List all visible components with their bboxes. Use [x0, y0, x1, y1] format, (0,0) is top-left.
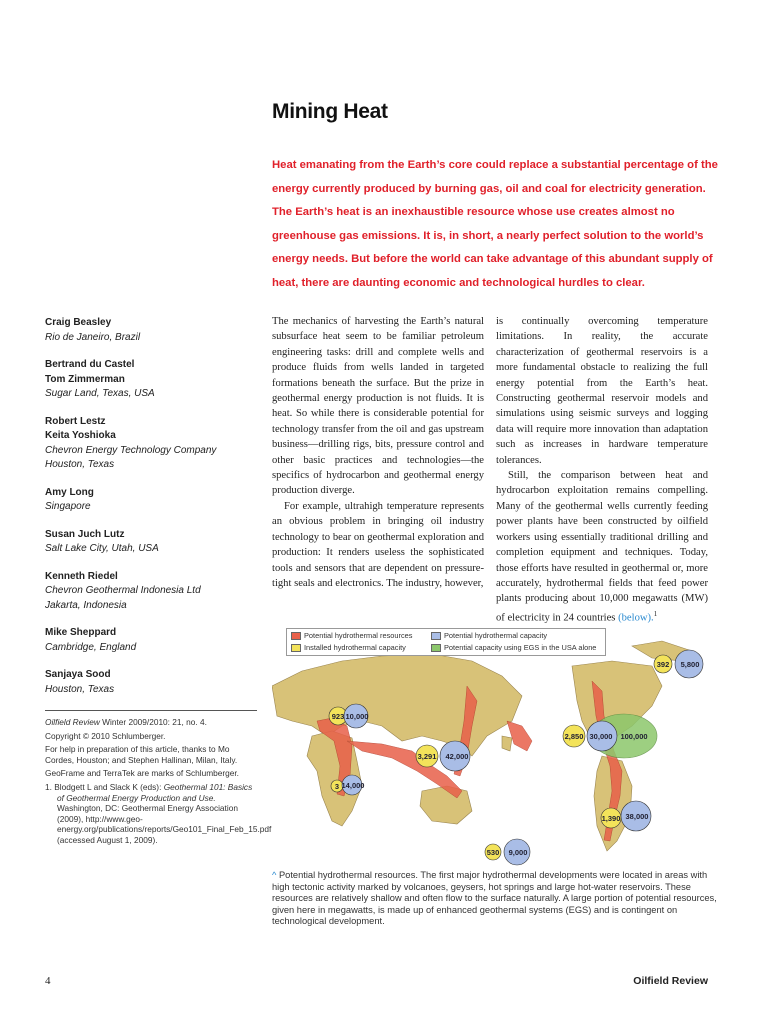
legend-item	[291, 643, 406, 652]
svg-text:2,850: 2,850	[564, 732, 584, 741]
caption-text: Potential hydrothermal resources. The first major hydrothermal developments were located in areas with high tectonic activity marked by volcanoes, geysers, hot springs and large hot-water reservoirs. These resources are relatively shallow and often flow to the surface naturally. A large portion of potential resources, given here in megawatts, is made up of enhanced geothermal systems (EGS) and is contingent on technological development.	[272, 870, 717, 926]
author-location: Chevron Energy Technology Company	[45, 444, 217, 456]
author-location: Chevron Geothermal Indonesia Ltd	[45, 585, 201, 596]
author-location: Singapore	[45, 501, 91, 512]
author-name: Keita Yoshioka	[45, 430, 116, 441]
author-list	[45, 316, 260, 710]
author-name: Susan Juch Lutz	[45, 528, 125, 540]
svg-text:3,291: 3,291	[417, 752, 437, 761]
acknowledgements: For help in preparation of this article, thanks to Mo Cordes, Houston; and Stephen Hallinan, Milan, Italy.	[45, 744, 238, 765]
legend-item	[291, 631, 412, 640]
legend-label: Potential capacity using EGS in the USA alone	[444, 643, 597, 652]
svg-text:923: 923	[331, 712, 345, 721]
figure-link[interactable]: (below).	[618, 612, 654, 624]
author-location: Salt Lake City, Utah, USA	[45, 543, 159, 554]
body-paragraph: For example, ultrahigh temperature represents an obvious problem in bringing oil industry technology to bear on geothermal exploration and production: It renders useless the sophisticated tools and sensors that are dependent on pressure-tight seals and electronics. The industry, however,	[272, 500, 484, 589]
legend-swatch	[431, 644, 441, 652]
world-map-graphic	[272, 626, 722, 866]
copyright: Copyright © 2010 Schlumberger.	[45, 730, 166, 741]
author-location: Jakarta, Indonesia	[45, 599, 127, 611]
world-map	[272, 626, 722, 866]
svg-text:42,000: 42,000	[445, 752, 469, 761]
svg-text:3: 3	[334, 782, 340, 791]
author-group	[45, 528, 260, 557]
legend-swatch	[291, 644, 301, 652]
author-name: Bertrand du Castel	[45, 359, 135, 370]
journal-issue: Oilfield Review Winter 2009/2010: 21, no. 4.	[45, 717, 207, 727]
author-group	[45, 358, 260, 402]
article-notes	[45, 710, 272, 849]
author-group	[45, 316, 260, 345]
legend-swatch	[291, 632, 301, 640]
article-abstract: Heat emanating from the Earth’s core could replace a substantial percentage of the energy currently produced by burning gas, oil and coal for electricity generation. The Earth’s heat is an inexhaustible resource whose use creates almost no greenhouse gas emissions. It is, in short, a nearly perfect solution to the world’s energy needs. But before the world can take advantage of this abundant supply of heat, there are daunting economic and technological hurdles to clear.	[272, 159, 718, 289]
legend-item	[431, 631, 547, 640]
body-paragraph: is continually overcoming temperature limitations. In reality, the accurate characterization of geothermal reservoirs is a more fundamental obstacle to realizing the full energy potential from the Earth’s heat. Constructing geothermal reservoir models and simulations using seismic surveys and logging data will require more innovation than adaptation such as increases in hardware temperature tolerances.	[496, 316, 708, 466]
legend-label: Installed hydrothermal capacity	[304, 643, 406, 652]
legend-item	[431, 643, 596, 652]
trademarks: GeoFrame and TerraTek are marks of Schlumberger.	[45, 768, 239, 779]
legend-label: Potential hydrothermal resources	[304, 631, 413, 640]
author-location: Cambridge, England	[45, 641, 137, 653]
author-name: Craig Beasley	[45, 317, 112, 328]
author-group	[45, 570, 260, 614]
author-group	[45, 626, 260, 655]
svg-text:38,000: 38,000	[625, 812, 649, 821]
author-location: Rio de Janeiro, Brazil	[45, 331, 141, 343]
legend-swatch	[431, 632, 441, 640]
author-name: Tom Zimmerman	[45, 373, 125, 385]
figure-caption	[272, 870, 722, 928]
svg-text:100,000: 100,000	[620, 732, 648, 741]
reference-1: 1. Blodgett L and Slack K (eds): Geothermal 101: Basics of Geothermal Energy Production and Use. Washington, DC: Geothermal Energy Association (2009), http://www.geo-energy.org/publications/reports/Geo101_Final_Feb_15.pdf (accessed August 1, 2009).	[45, 781, 272, 845]
author-name: Amy Long	[45, 486, 94, 498]
svg-text:14,000: 14,000	[341, 781, 365, 790]
svg-text:1,390: 1,390	[601, 814, 621, 823]
author-group	[45, 486, 260, 515]
author-name: Sanjaya Sood	[45, 669, 111, 680]
author-name: Kenneth Riedel	[45, 570, 118, 582]
page-number: 4	[45, 975, 51, 987]
caption-marker: ^	[272, 870, 277, 880]
body-paragraph: The mechanics of harvesting the Earth’s natural subsurface heat seem to be familiar petroleum engineering tasks: drill and complete wells and produce fluids from wells landed in targeted formations beneath the surface. But the prize in geothermal energy production is not fluids. It is heat. So while there is considerable potential for technology transfer from the oil and gas upstream business—drilling rigs, bits, pressure control and other basic practices and technologies—the specifics of hydrocarbon and geothermal energy production diverge.	[272, 316, 484, 497]
svg-text:392: 392	[656, 660, 670, 669]
author-name: Mike Sheppard	[45, 627, 117, 638]
svg-text:10,000: 10,000	[345, 712, 369, 721]
author-group	[45, 415, 260, 473]
svg-text:30,000: 30,000	[589, 732, 613, 741]
author-location: Houston, Texas	[45, 459, 115, 470]
author-location: Sugar Land, Texas, USA	[45, 388, 155, 399]
svg-text:9,000: 9,000	[508, 848, 528, 857]
publication-name: Oilfield Review	[633, 975, 708, 987]
body-column-2	[496, 314, 708, 626]
legend-label: Potential hydrothermal capacity	[444, 631, 548, 640]
svg-text:5,800: 5,800	[680, 660, 700, 669]
author-location: Houston, Texas	[45, 683, 115, 695]
body-column-1	[272, 314, 484, 591]
author-name: Robert Lestz	[45, 415, 106, 427]
body-paragraph: Still, the comparison between heat and hydrocarbon exploitation remains compelling. Many of the geothermal wells currently feeding power plants have been constructed by oilfield workers using essentially traditional drilling and completion equipment and techniques. Today, those efforts have resulted in geothermal or, more accurately, hydrothermal fields that feed power plants producing about 10,000 megawatts (MW) of electricity in 24 countries (below).$^1$	[496, 470, 708, 624]
svg-text:530: 530	[486, 848, 500, 857]
author-group	[45, 668, 260, 697]
article-title: Mining Heat	[272, 100, 388, 123]
map-legend	[286, 628, 606, 656]
